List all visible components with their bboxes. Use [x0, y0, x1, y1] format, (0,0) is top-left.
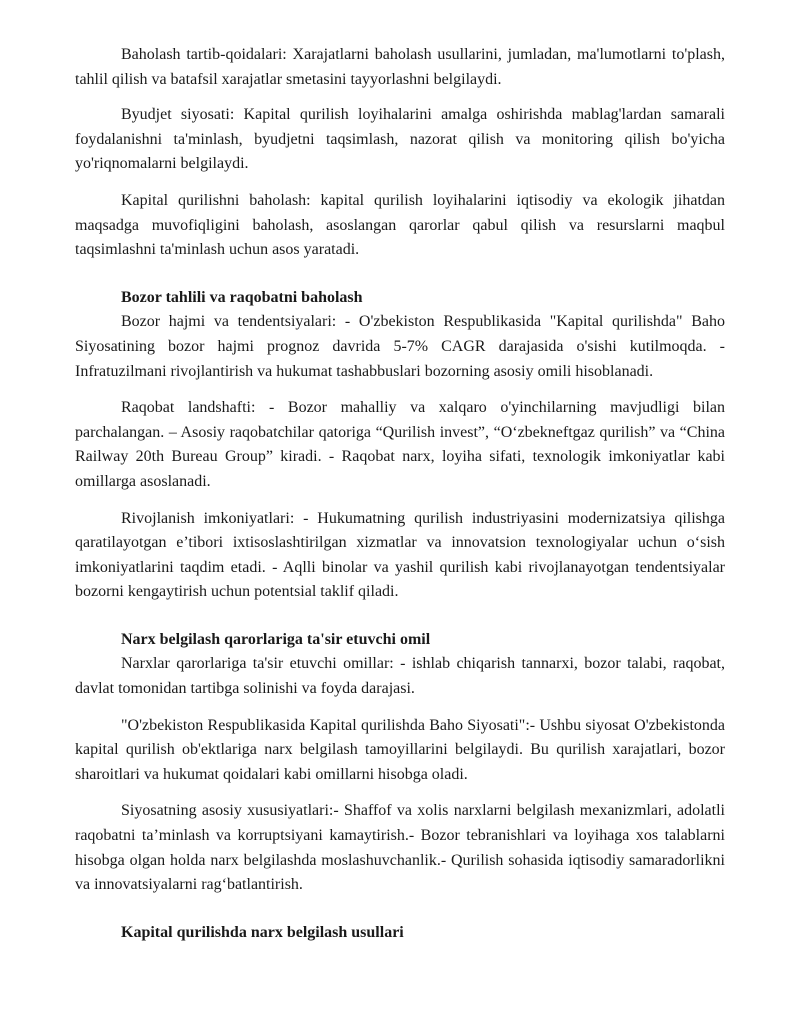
- paragraph-kapital-baholash: Kapital qurilishni baholash: kapital qurilish loyihalarini iqtisodiy va ekologik jihatdan maqsadga muvofiqligini baholash, asoslangan qarorlar qabul qilish va resurslarni maqbul taqsimlashni ta'minlash uchun asos yaratadi.: [75, 191, 725, 259]
- heading-bozor-tahlili: Bozor tahlili va raqobatni baholash: [121, 288, 363, 306]
- heading-narx-belgilash-usullari: Kapital qurilishda narx belgilash usullari: [121, 923, 404, 941]
- paragraph-baholash-tartib: Baholash tartib-qoidalari: Xarajatlarni baholash usullarini, jumladan, ma'lumotlarni to'plash, tahlil qilish va batafsil xarajatlar smetasini tayyorlashni belgilaydi.: [75, 46, 725, 88]
- paragraph-baho-siyosati: "O'zbekiston Respublikasida Kapital qurilishda Baho Siyosati":- Ushbu siyosat O'zbekistonda kapital qurilish ob'ektlariga narx belgilash tamoyillarini belgilaydi. Bu qurilish xarajatlari, bozor sharoitlari va hukumat qoidalari kabi omillarni hisobga oladi.: [75, 716, 725, 783]
- paragraph-narxlar-omillar: Narxlar qarorlariga ta'sir etuvchi omillar: - ishlab chiqarish tannarxi, bozor talabi, raqobat, davlat tomonidan tartibga solinishi va foyda darajasi.: [75, 655, 725, 698]
- paragraph-bozor-hajmi: Bozor hajmi va tendentsiyalari: - O'zbekiston Respublikasida "Kapital qurilishda" Baho Siyosatining bozor hajmi prognoz davrida 5-7% CAGR darajasida o'sishi kutilmoqda. - Infratuzilmani rivojlantirish va hukumat tashabbuslari bozorning asosiy omili hisoblanadi.: [75, 313, 725, 380]
- paragraph-byudjet-siyosati: Byudjet siyosati: Kapital qurilish loyihalarini amalga oshirishda mablag'lardan samarali foydalanishni ta'minlash, byudjetni taqsimlash, nazorat qilish va monitoring qilish bo'yicha yo'riqnomalarni belgilaydi.: [75, 106, 725, 173]
- paragraph-raqobat-landshafti: Raqobat landshafti: - Bozor mahalliy va xalqaro o'yinchilarning mavjudligi bilan parchalangan. – Asosiy raqobatchilar qatoriga “Qurilish invest”, “O‘zbekneftgaz qurilish” va “China Railway 20th Bureau Group” kiradi. - Raqobat narx, loyiha sifati, texnologik imkoniyatlar kabi omillarga asoslanadi.: [75, 399, 725, 490]
- paragraph-rivojlanish-imkoniyatlari: Rivojlanish imkoniyatlari: - Hukumatning qurilish industriyasini modernizatsiya qilishga qaratilayotgan e’tibori ixtisoslashtirilgan xizmatlar va innovatsion texnologiyalar uchun o‘sish imkoniyatlarini taqdim etadi. - Aqlli binolar va yashil qurilish kabi rivojlanayotgan tendentsiyalar bozorni kengaytirish uchun potentsial taklif qiladi.: [75, 509, 725, 601]
- paragraph-siyosat-xususiyatlari: Siyosatning asosiy xususiyatlari:- Shaffof va xolis narxlarni belgilash mexanizmlari, adolatli raqobatni ta’minlash va korruptsiyani kamaytirish.- Bozor tebranishlari va loyihaga xos talablarni hisobga olgan holda narx belgilashda moslashuvchanlik.- Qurilish sohasida iqtisodiy samaradorlikni va innovatsiyalarni rag‘batlantirish.: [75, 802, 725, 894]
- document-page: [75, 0, 725, 945]
- heading-narx-belgilash-omil: Narx belgilash qarorlariga ta'sir etuvchi omil: [121, 630, 431, 648]
